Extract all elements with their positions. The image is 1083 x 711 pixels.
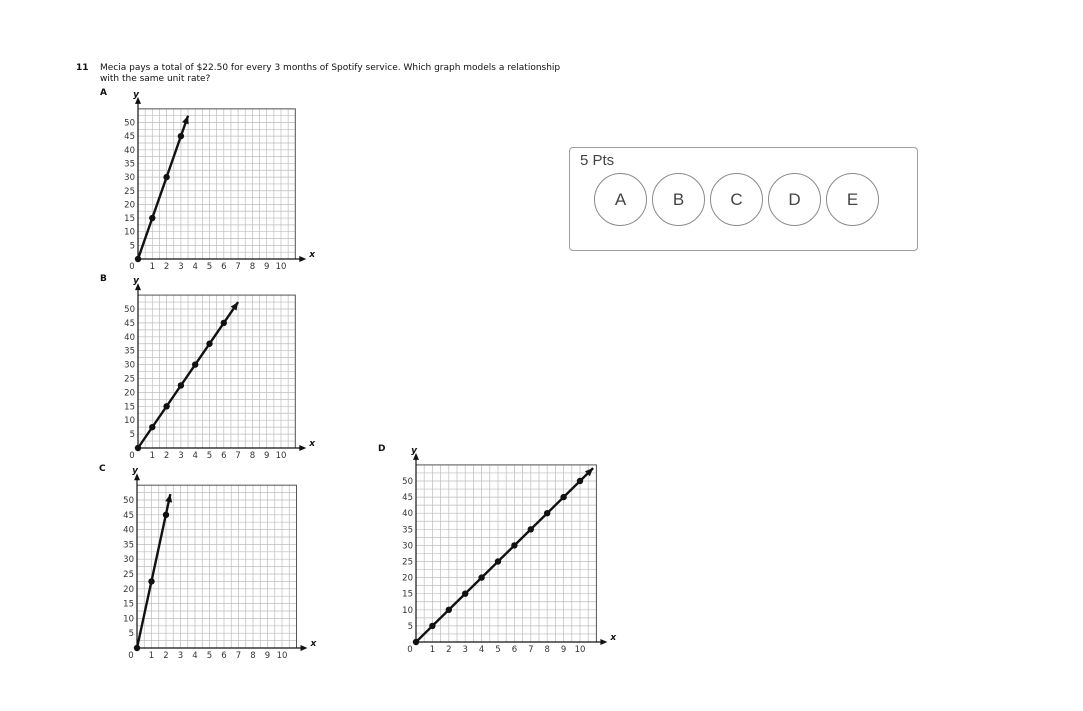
y-tick-label: 30 (124, 173, 135, 184)
y-tick-label: 25 (124, 186, 135, 197)
x-tick-label: 9 (560, 645, 567, 655)
y-tick-label: 35 (124, 346, 135, 357)
y-axis-label: y (133, 276, 139, 287)
x-tick-label: 2 (163, 651, 169, 661)
y-axis-label: y (133, 89, 139, 100)
x-tick-label: 10 (276, 651, 288, 661)
x-tick-label: 1 (149, 451, 156, 461)
y-axis-label: y (132, 466, 138, 477)
y-tick-label: 30 (402, 541, 413, 552)
x-tick-label: 6 (221, 262, 227, 272)
y-tick-label: 45 (402, 493, 413, 504)
x-tick-label: 6 (221, 651, 227, 661)
x-tick-label: 3 (177, 651, 184, 661)
y-tick-label: 20 (124, 388, 135, 399)
choice-c-button[interactable]: C (710, 173, 763, 226)
x-tick-label: 6 (221, 451, 227, 461)
x-tick-label: 6 (511, 645, 518, 655)
data-point (560, 494, 566, 500)
y-tick-label: 20 (124, 200, 135, 211)
graph-label-d: D (378, 443, 386, 454)
data-point (577, 478, 583, 484)
x-tick-label: 4 (192, 262, 198, 272)
y-tick-label: 10 (123, 614, 134, 625)
data-line (416, 468, 593, 642)
y-tick-label: 40 (124, 145, 135, 156)
y-tick-label: 15 (123, 599, 134, 610)
y-tick-label: 15 (124, 214, 135, 225)
y-tick-label: 10 (124, 227, 135, 238)
y-tick-label: 5 (407, 621, 413, 632)
data-point (462, 591, 468, 597)
x-tick-label: 2 (163, 451, 170, 461)
x-axis-label: x (309, 250, 316, 260)
x-tick-label: 7 (235, 451, 241, 461)
y-tick-label: 50 (123, 496, 134, 506)
y-tick-label: 50 (124, 118, 135, 129)
y-tick-label: 50 (124, 305, 135, 315)
x-tick-label: 7 (235, 651, 242, 661)
y-tick-label: 20 (402, 573, 413, 584)
data-point (511, 542, 517, 548)
choice-b-button[interactable]: B (652, 173, 705, 226)
x-tick-label: 5 (206, 451, 213, 461)
y-axis-label: y (411, 445, 417, 456)
x-tick-label: 8 (250, 651, 256, 661)
x-tick-label: 9 (263, 262, 270, 272)
origin-label: 0 (407, 645, 413, 655)
y-tick-label: 10 (124, 416, 135, 427)
x-tick-label: 8 (249, 262, 256, 272)
origin-label: 0 (129, 451, 135, 461)
points-label: 5 Pts (580, 152, 615, 169)
x-tick-label: 3 (178, 262, 184, 272)
x-tick-label: 10 (574, 645, 586, 655)
x-tick-label: 3 (178, 451, 184, 461)
origin-label: 0 (129, 262, 135, 272)
answer-panel (569, 147, 918, 251)
graph-label-b: B (100, 274, 107, 285)
y-tick-label: 40 (123, 525, 134, 536)
y-tick-label: 35 (124, 159, 135, 170)
data-point (544, 510, 550, 516)
x-tick-label: 5 (495, 645, 501, 655)
y-tick-label: 45 (124, 318, 135, 329)
x-tick-label: 3 (462, 645, 468, 655)
x-tick-label: 7 (235, 262, 241, 272)
x-tick-label: 5 (206, 262, 213, 272)
x-tick-label: 10 (275, 262, 287, 272)
y-tick-label: 35 (402, 525, 413, 536)
graph-label-c: C (99, 464, 106, 475)
data-point (478, 574, 484, 580)
y-tick-label: 45 (123, 510, 134, 521)
y-tick-label: 25 (402, 557, 413, 568)
x-axis-label: x (310, 639, 317, 649)
y-tick-label: 35 (123, 540, 134, 551)
data-point (413, 639, 419, 645)
y-tick-label: 5 (129, 241, 135, 252)
data-point (495, 558, 501, 564)
data-point (528, 526, 534, 532)
x-tick-label: 9 (264, 651, 271, 661)
y-tick-label: 40 (402, 509, 413, 520)
x-tick-label: 1 (429, 645, 436, 655)
x-axis-arrow (600, 639, 607, 645)
data-point (429, 623, 435, 629)
x-tick-label: 8 (544, 645, 550, 655)
y-tick-label: 40 (124, 332, 135, 343)
x-tick-label: 4 (192, 651, 198, 661)
x-tick-label: 7 (528, 645, 534, 655)
y-tick-label: 25 (123, 570, 134, 580)
y-tick-label: 50 (402, 477, 413, 487)
y-tick-label: 45 (124, 132, 135, 143)
x-tick-label: 1 (148, 651, 155, 661)
x-tick-label: 2 (446, 645, 452, 655)
question-text: Mecia pays a total of $22.50 for every 3 months of Spotify service. Which graph models a relationship with the same unit rate? (100, 63, 561, 84)
choice-e-button[interactable]: E (826, 173, 879, 226)
x-tick-label: 1 (149, 262, 156, 272)
x-tick-label: 2 (163, 262, 170, 272)
origin-label: 0 (128, 651, 134, 661)
x-tick-label: 5 (206, 651, 213, 661)
y-tick-label: 30 (124, 360, 135, 371)
question-number: 11 (76, 63, 89, 73)
y-tick-label: 10 (402, 605, 413, 616)
choice-a-button[interactable]: A (594, 173, 647, 226)
choice-d-button[interactable]: D (768, 173, 821, 226)
data-point (446, 607, 452, 613)
y-tick-label: 30 (123, 555, 134, 566)
x-axis-label: x (610, 633, 617, 643)
x-tick-label: 4 (192, 451, 198, 461)
y-tick-label: 15 (124, 402, 135, 413)
x-tick-label: 9 (263, 451, 270, 461)
y-tick-label: 25 (124, 374, 135, 385)
x-tick-label: 4 (478, 645, 485, 655)
y-tick-label: 5 (129, 430, 135, 441)
answer-choices (594, 173, 879, 226)
x-tick-label: 10 (275, 451, 287, 461)
x-axis-label: x (309, 439, 316, 449)
graph-label-a: A (100, 87, 107, 98)
y-tick-label: 20 (123, 584, 134, 595)
x-tick-label: 8 (249, 451, 256, 461)
y-tick-label: 5 (128, 629, 134, 640)
y-tick-label: 15 (402, 589, 413, 600)
